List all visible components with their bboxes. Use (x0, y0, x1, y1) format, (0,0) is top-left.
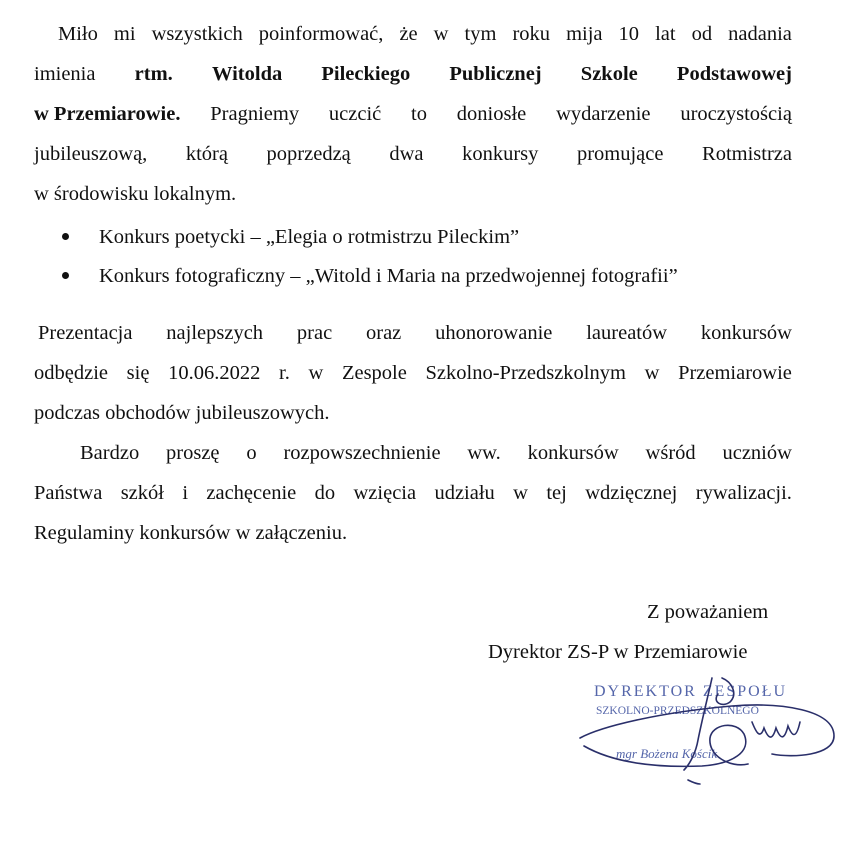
paragraph-3-line-3: Regulaminy konkursów w załączeniu. (34, 522, 348, 544)
word: oraz (366, 322, 402, 344)
word: prac (296, 322, 333, 344)
word: wydarzenie (556, 103, 651, 125)
word: tym (464, 23, 497, 45)
bullet-text: Konkurs poetycki – „Elegia o rotmistrzu Pileckim” (99, 226, 520, 248)
stamp-line-2: SZKOLNO-PRZEDSZKOLNEGO (596, 705, 759, 717)
word: Zespole (341, 362, 407, 384)
bullet-item (62, 225, 519, 249)
word: tej (546, 482, 567, 504)
paragraph-1-line-2 (34, 62, 792, 86)
word: konkursów (527, 442, 619, 464)
stamp-signature-graphic (572, 672, 840, 788)
word: rywalizacji. (695, 482, 792, 504)
word: Podstawowej (676, 63, 792, 85)
word: konkursów (700, 322, 792, 344)
word: uczcić (328, 103, 382, 125)
word: odbędzie (34, 362, 108, 384)
word: rozpowszechnienie (283, 442, 441, 464)
word: roku (512, 23, 551, 45)
word: wśród (645, 442, 696, 464)
word: Rotmistrza (702, 143, 792, 165)
paragraph-1-line-4 (34, 142, 792, 166)
word: i (182, 482, 189, 504)
word: rtm. (134, 63, 173, 85)
bullet-icon (62, 233, 69, 240)
word: ww. (467, 442, 501, 464)
paragraph-2-line-1 (38, 321, 792, 345)
word: 10.06.2022 (168, 362, 261, 384)
paragraph-1-line-3 (34, 102, 792, 126)
word: poprzedzą (266, 143, 351, 165)
word: najlepszych (166, 322, 264, 344)
word: mija (566, 23, 603, 45)
paragraph-3-line-1 (80, 441, 792, 465)
word: w (644, 362, 660, 384)
word: 10 (618, 23, 640, 45)
word: Miło (58, 23, 98, 45)
bullet-icon (62, 272, 69, 279)
word: Państwa (34, 482, 103, 504)
stamp-line-1: DYREKTOR ZESPOŁU (594, 683, 788, 700)
word: dwa (389, 143, 424, 165)
paragraph-1-line-2-prefix: imienia (34, 63, 96, 85)
school-location: w Przemiarowie. (34, 103, 181, 125)
word: Przemiarowie (678, 362, 792, 384)
paragraph-1-line-1 (58, 22, 792, 46)
word: laureatów (586, 322, 668, 344)
word: zachęcenie (206, 482, 297, 504)
word: wdzięcznej (585, 482, 678, 504)
word: że (399, 23, 418, 45)
word: udziału (434, 482, 495, 504)
paragraph-3-line-2 (34, 481, 792, 505)
paragraph-2-line-2 (34, 361, 792, 385)
word: którą (185, 143, 228, 165)
word: się (126, 362, 150, 384)
word: to (411, 103, 427, 125)
paragraph-2-line-3: podczas obchodów jubileuszowych. (34, 402, 330, 424)
bullet-item (62, 264, 678, 288)
word: od (691, 23, 713, 45)
word: proszę (166, 442, 220, 464)
word: Witolda (211, 63, 283, 85)
word: Prezentacja (38, 322, 133, 344)
word: wszystkich (151, 23, 243, 45)
word: poinformować, (258, 23, 384, 45)
signatory-text: Dyrektor ZS-P w Przemiarowie (488, 641, 748, 663)
word: uhonorowanie (435, 322, 553, 344)
word: Szkolno-Przedszkolnym (425, 362, 626, 384)
word: w (308, 362, 324, 384)
word: Pragniemy (210, 103, 300, 125)
word: doniosłe (456, 103, 527, 125)
director-stamp (572, 672, 840, 788)
word: wzięcia (353, 482, 417, 504)
word: Bardzo (80, 442, 140, 464)
word: nadania (728, 23, 792, 45)
word: Pileckiego (321, 63, 411, 85)
paragraph-1-line-5: w środowisku lokalnym. (34, 183, 237, 205)
word: promujące (576, 143, 664, 165)
word: mi (113, 23, 136, 45)
word: jubileuszową, (34, 143, 148, 165)
word: w (433, 23, 449, 45)
word: Szkole (580, 63, 638, 85)
word: konkursy (462, 143, 539, 165)
word: Publicznej (449, 63, 542, 85)
word: o (246, 442, 257, 464)
stamp-line-3: mgr Bożena Kościk (616, 746, 718, 761)
closing-text: Z poważaniem (647, 601, 769, 623)
word: r. (279, 362, 290, 384)
word: do (314, 482, 336, 504)
bullet-text: Konkurs fotograficzny – „Witold i Maria na przedwojennej fotografii” (99, 265, 678, 287)
word: szkół (120, 482, 164, 504)
word: lat (655, 23, 676, 45)
word: uroczystością (680, 103, 792, 125)
word: w (513, 482, 528, 504)
word: uczniów (722, 442, 792, 464)
